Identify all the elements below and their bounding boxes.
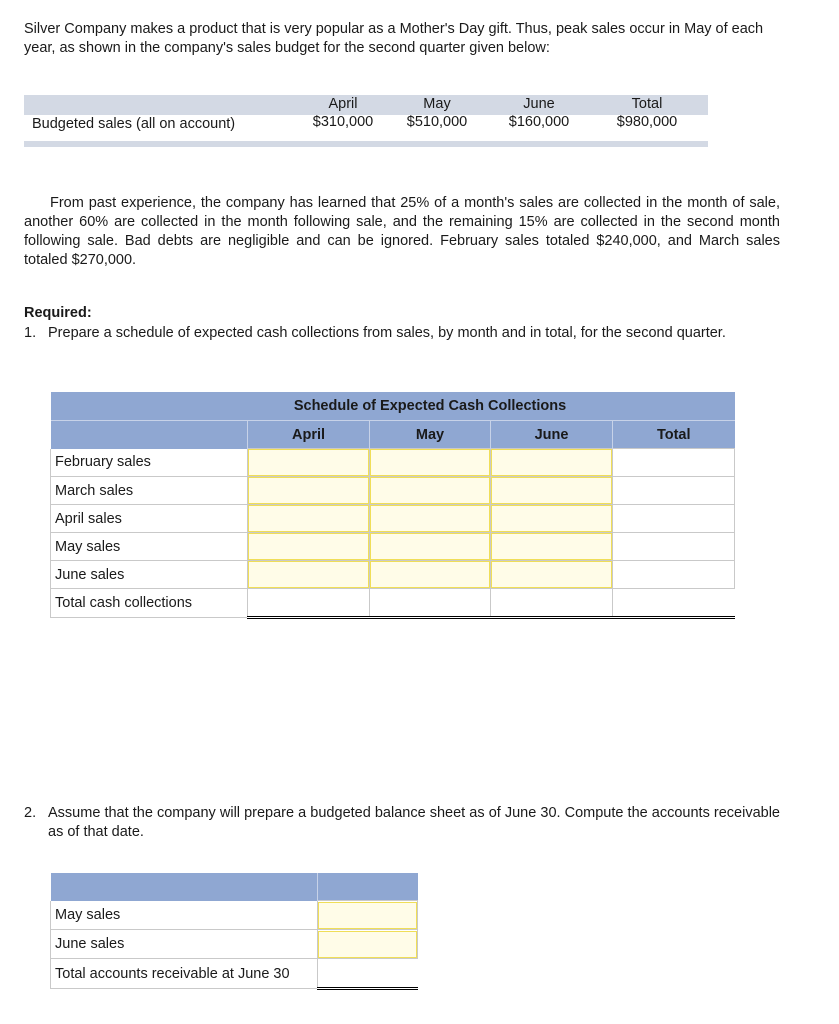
- may-june-input[interactable]: [491, 533, 612, 560]
- sales-budget-table: [24, 95, 708, 147]
- march-april-input[interactable]: [248, 477, 369, 504]
- col-header-total: Total: [613, 421, 735, 449]
- table-row: [51, 533, 735, 561]
- table-row: [51, 505, 735, 533]
- april-june-input[interactable]: [491, 505, 612, 532]
- accounts-receivable-table: [50, 873, 417, 990]
- row-label-june: June sales: [51, 561, 248, 589]
- col-header-june: June: [491, 421, 613, 449]
- col-header-may: May: [370, 421, 491, 449]
- row-label-april: April sales: [51, 505, 248, 533]
- table-row: [51, 930, 418, 959]
- row-label-total: Total cash collections: [51, 589, 248, 618]
- ar-header-row: [51, 873, 418, 901]
- march-total-cell: [613, 477, 735, 505]
- february-june-input[interactable]: [491, 449, 612, 476]
- table-row: [51, 477, 735, 505]
- item-text: Prepare a schedule of expected cash collections from sales, by month and in total, for the second quarter.: [48, 325, 726, 341]
- budget-month-label: April: [328, 96, 358, 112]
- budget-col-total: [602, 95, 692, 131]
- budget-value: $310,000: [312, 114, 374, 130]
- row-label-may: May sales: [51, 533, 248, 561]
- schedule-title-row: [51, 392, 735, 421]
- budget-month-label: Total: [631, 96, 663, 112]
- ar-may-input[interactable]: [318, 902, 417, 929]
- may-total-cell: [613, 533, 735, 561]
- february-total-cell: [613, 449, 735, 477]
- ar-june-input[interactable]: [318, 931, 417, 958]
- total-april-cell: [248, 589, 370, 618]
- total-june-cell: [491, 589, 613, 618]
- june-april-input[interactable]: [248, 561, 369, 588]
- schedule-header-row: [51, 421, 735, 449]
- header-empty: [613, 392, 735, 421]
- march-june-input[interactable]: [491, 477, 612, 504]
- table-row: [51, 959, 418, 989]
- table-row: [51, 589, 735, 618]
- intro-text: Silver Company makes a product that is very popular as a Mother's Day gift. Thus, peak sales occur in May of each year, as shown in the company's sales budget for the second quarter given below:: [24, 21, 764, 56]
- ar-row-label-june: June sales: [51, 930, 318, 959]
- ar-row-label-may: May sales: [51, 901, 318, 930]
- header-empty: [51, 873, 318, 901]
- ar-total-cell: [318, 959, 418, 989]
- april-april-input[interactable]: [248, 505, 369, 532]
- item-text: Assume that the company will prepare a budgeted balance sheet as of June 30. Compute the accounts receivable as of that date.: [48, 805, 780, 840]
- header-empty: [51, 392, 248, 421]
- row-label-march: March sales: [51, 477, 248, 505]
- budget-col-april: [298, 95, 388, 131]
- required-item-2: [24, 804, 780, 842]
- april-total-cell: [613, 505, 735, 533]
- col-header-april: April: [248, 421, 370, 449]
- budget-month-label: May: [423, 96, 451, 112]
- schedule-title: Schedule of Expected Cash Collections: [248, 392, 613, 421]
- may-may-input[interactable]: [370, 533, 490, 560]
- table-row: [51, 449, 735, 477]
- budget-value: $980,000: [616, 114, 678, 130]
- item-number: 1.: [24, 325, 37, 341]
- table-row: [51, 561, 735, 589]
- required-heading: Required:: [24, 305, 92, 321]
- table-row: [51, 901, 418, 930]
- cash-collections-schedule: [50, 392, 734, 619]
- collection-paragraph: From past experience, the company has learned that 25% of a month's sales are collected in the month of sale, another 60% are collected in the month following sale, and the remaining 15% are collected in the second month following sale. Bad debts are negligible and can be ignored. February sales totaled $240,000, and March sales totaled $270,000.: [24, 195, 780, 268]
- row-label-february: February sales: [51, 449, 248, 477]
- budget-row-label: Budgeted sales (all on account): [32, 116, 236, 132]
- required-item-1: [24, 324, 780, 343]
- budget-month-label: June: [523, 96, 555, 112]
- february-april-input[interactable]: [248, 449, 369, 476]
- may-april-input[interactable]: [248, 533, 369, 560]
- june-june-input[interactable]: [491, 561, 612, 588]
- budget-col-may: [392, 95, 482, 131]
- march-may-input[interactable]: [370, 477, 490, 504]
- header-empty: [318, 873, 418, 901]
- item-number: 2.: [24, 805, 37, 821]
- june-may-input[interactable]: [370, 561, 490, 588]
- total-total-cell: [613, 589, 735, 618]
- february-may-input[interactable]: [370, 449, 490, 476]
- total-may-cell: [370, 589, 491, 618]
- budget-value: $510,000: [406, 114, 468, 130]
- budget-value: $160,000: [508, 114, 570, 130]
- budget-col-june: [494, 95, 584, 131]
- budget-bottom-band: [24, 141, 708, 147]
- june-total-cell: [613, 561, 735, 589]
- header-empty: [51, 421, 248, 449]
- ar-row-label-total: Total accounts receivable at June 30: [51, 959, 318, 989]
- april-may-input[interactable]: [370, 505, 490, 532]
